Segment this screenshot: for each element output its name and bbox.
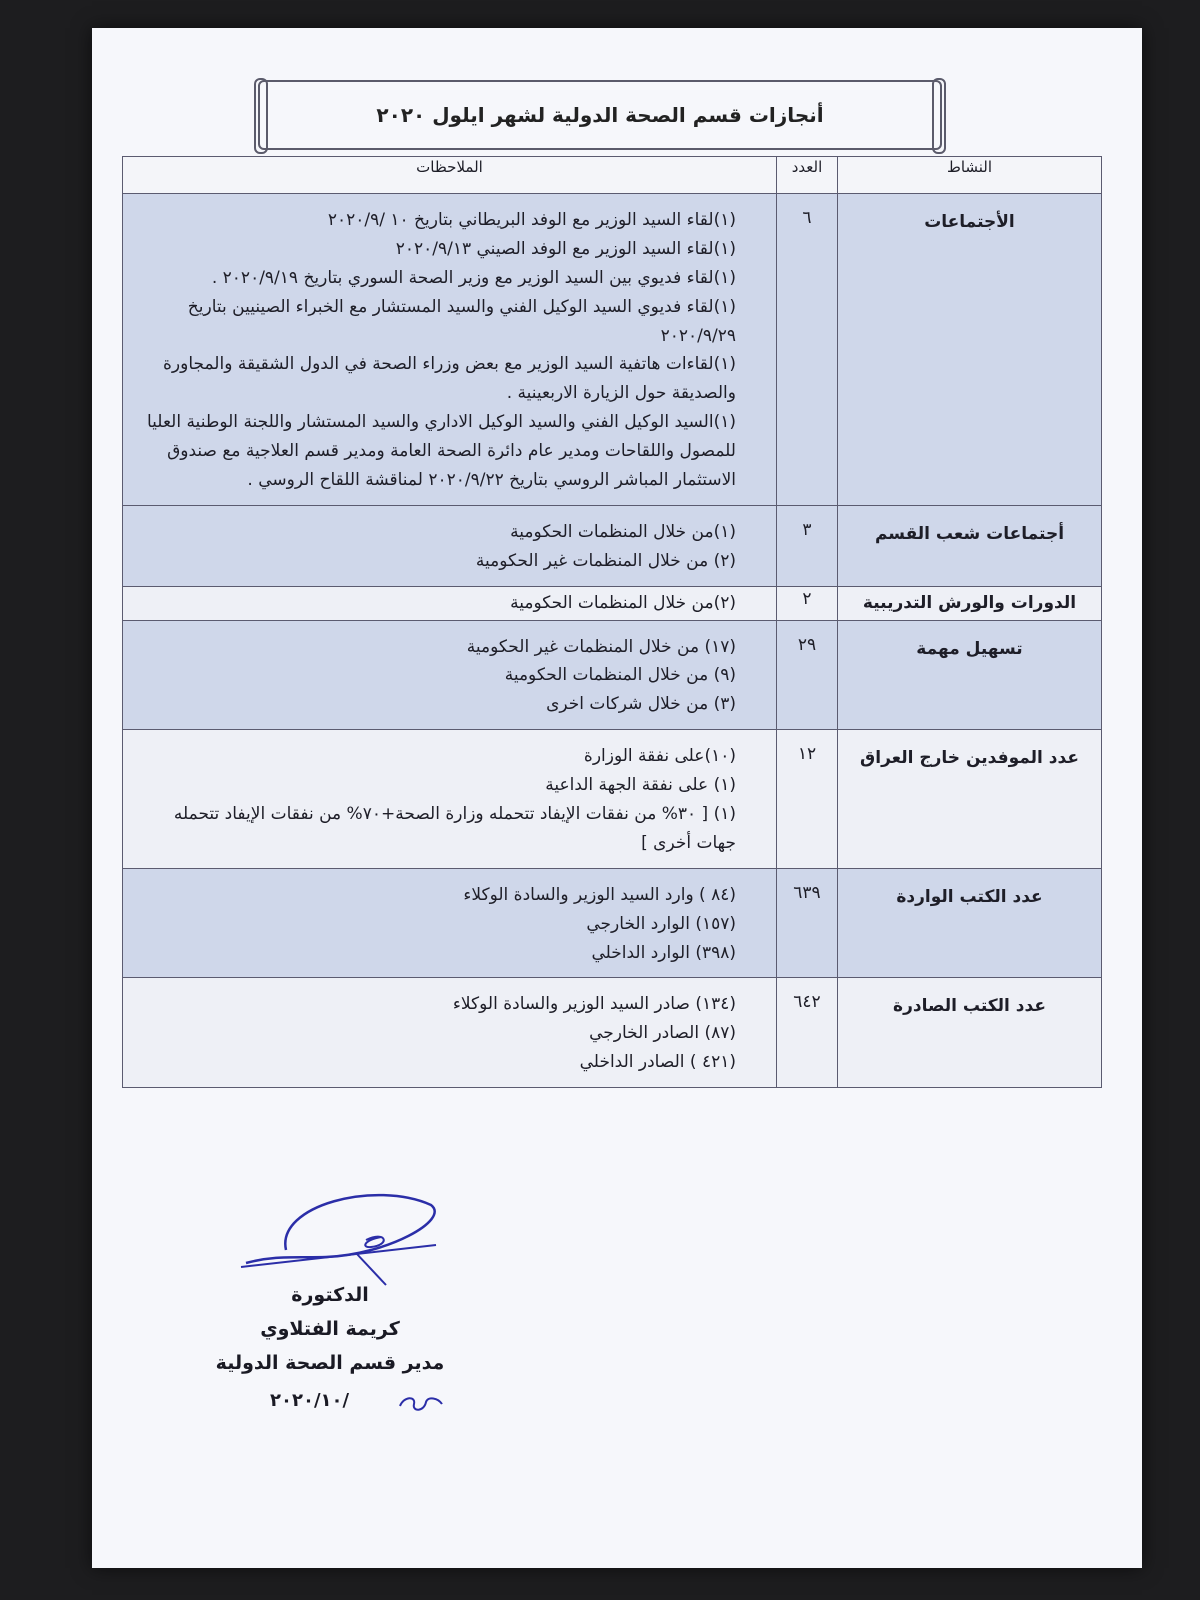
row-notes	[123, 620, 777, 730]
row-notes	[123, 868, 777, 978]
row-count: ٦	[777, 194, 838, 506]
document-title	[258, 80, 942, 150]
table-row	[123, 868, 1102, 978]
note-line: (١) على نفقة الجهة الداعية	[545, 775, 736, 796]
table-row	[123, 194, 1102, 506]
row-activity: أجتماعات شعب القسم	[838, 505, 1102, 586]
note-line: (١)لقاءات هاتفية السيد الوزير مع بعض وزراء الصحة في الدول الشقيقة والمجاورة والصديقة حول الزيارة الاربعينية .	[163, 354, 736, 404]
note-line: (١)لقاء السيد الوزير مع الوفد البريطاني بتاريخ ١٠ /٢٠٢٠/٩	[327, 210, 736, 230]
row-notes	[123, 194, 777, 506]
signature-date: ٢٠٢٠/١٠/	[270, 1390, 350, 1411]
note-line: (٣) من خلال شركات اخرى	[546, 694, 736, 715]
note-line: (٤٢١ ) الصادر الداخلي	[579, 1052, 736, 1073]
table-header-row	[123, 157, 1102, 194]
note-line: (١)لقاء فديوي بين السيد الوزير مع وزير الصحة السوري بتاريخ ٢٠٢٠/٩/١٩ .	[211, 267, 736, 288]
row-activity: الدورات والورش التدريبية	[838, 586, 1102, 620]
note-line: (٣٩٨) الوارد الداخلي	[591, 942, 736, 963]
row-activity: عدد الكتب الصادرة	[838, 978, 1102, 1088]
achievements-table	[122, 156, 1102, 1088]
note-line: (٢) من خلال المنظمات غير الحكومية	[475, 550, 736, 571]
signature-block	[200, 1180, 460, 1381]
row-count: ٦٣٩	[777, 868, 838, 978]
note-line: (١)من خلال المنظمات الحكومية	[510, 521, 736, 542]
table-row	[123, 505, 1102, 586]
row-count: ٢	[777, 586, 838, 620]
row-activity: تسهيل مهمة	[838, 620, 1102, 730]
row-activity: عدد الموفدين خارج العراق	[838, 730, 1102, 869]
row-count: ٢٩	[777, 620, 838, 730]
row-activity: الأجتماعات	[838, 194, 1102, 506]
row-notes	[123, 586, 777, 620]
header-activity: النشاط	[838, 157, 1102, 194]
signatory-name: كريمة الفتلاوي	[260, 1318, 400, 1341]
row-notes	[123, 978, 777, 1088]
note-line: (٢)من خلال المنظمات الحكومية	[510, 592, 736, 613]
signatory-position: مدير قسم الصحة الدولية	[215, 1352, 445, 1375]
table-row	[123, 620, 1102, 730]
note-line: (١)لقاء فديوي السيد الوكيل الفني والسيد المستشار مع الخبراء الصينيين بتاريخ ٢٠٢٠/٩/٢٩	[187, 296, 736, 346]
handwritten-day-mark	[398, 1392, 448, 1418]
note-line: (٨٤ ) وارد السيد الوزير والسادة الوكلاء	[463, 884, 736, 905]
row-notes	[123, 730, 777, 869]
header-notes: الملاحظات	[123, 157, 777, 194]
row-notes	[123, 505, 777, 586]
note-line: (١)السيد الوكيل الفني والسيد الوكيل الاداري والسيد المستشار واللجنة الوطنية العليا للمصول واللقاحات ومدير عام دائرة الصحة العامة ومدير قسم العلاجية مع صندوق الاستثمار المباشر الروسي بتاريخ ٢٠٢٠/٩/٢٢ لمناقشة اللقاح الروسي .	[147, 412, 736, 491]
signatory-title: الدكتورة	[291, 1284, 369, 1306]
note-line: (١٣٤) صادر السيد الوزير والسادة الوكلاء	[452, 994, 736, 1015]
note-line: (٩) من خلال المنظمات الحكومية	[504, 665, 736, 686]
row-activity: عدد الكتب الواردة	[838, 868, 1102, 978]
note-line: (١٠)على نفقة الوزارة	[583, 746, 736, 767]
note-line: (١٥٧) الوارد الخارجي	[586, 913, 736, 934]
table-row	[123, 586, 1102, 620]
note-line: (١) [ ٣٠% من نفقات الإيفاد تتحمله وزارة الصحة+٧٠% من نفقات الإيفاد تتحمله جهات أخرى ]	[173, 804, 736, 853]
note-line: (٨٧) الصادر الخارجي	[589, 1023, 736, 1044]
row-count: ٣	[777, 505, 838, 586]
header-count: العدد	[777, 157, 838, 194]
document-title-text: أنجازات قسم الصحة الدولية لشهر ايلول ٢٠٢٠	[376, 103, 824, 127]
row-count: ١٢	[777, 730, 838, 869]
table-row	[123, 978, 1102, 1088]
table-row	[123, 730, 1102, 869]
note-line: (١)لقاء السيد الوزير مع الوفد الصيني ٢٠٢٠/٩/١٣	[395, 238, 736, 259]
note-line: (١٧) من خلال المنظمات غير الحكومية	[466, 636, 736, 657]
row-count: ٦٤٢	[777, 978, 838, 1088]
